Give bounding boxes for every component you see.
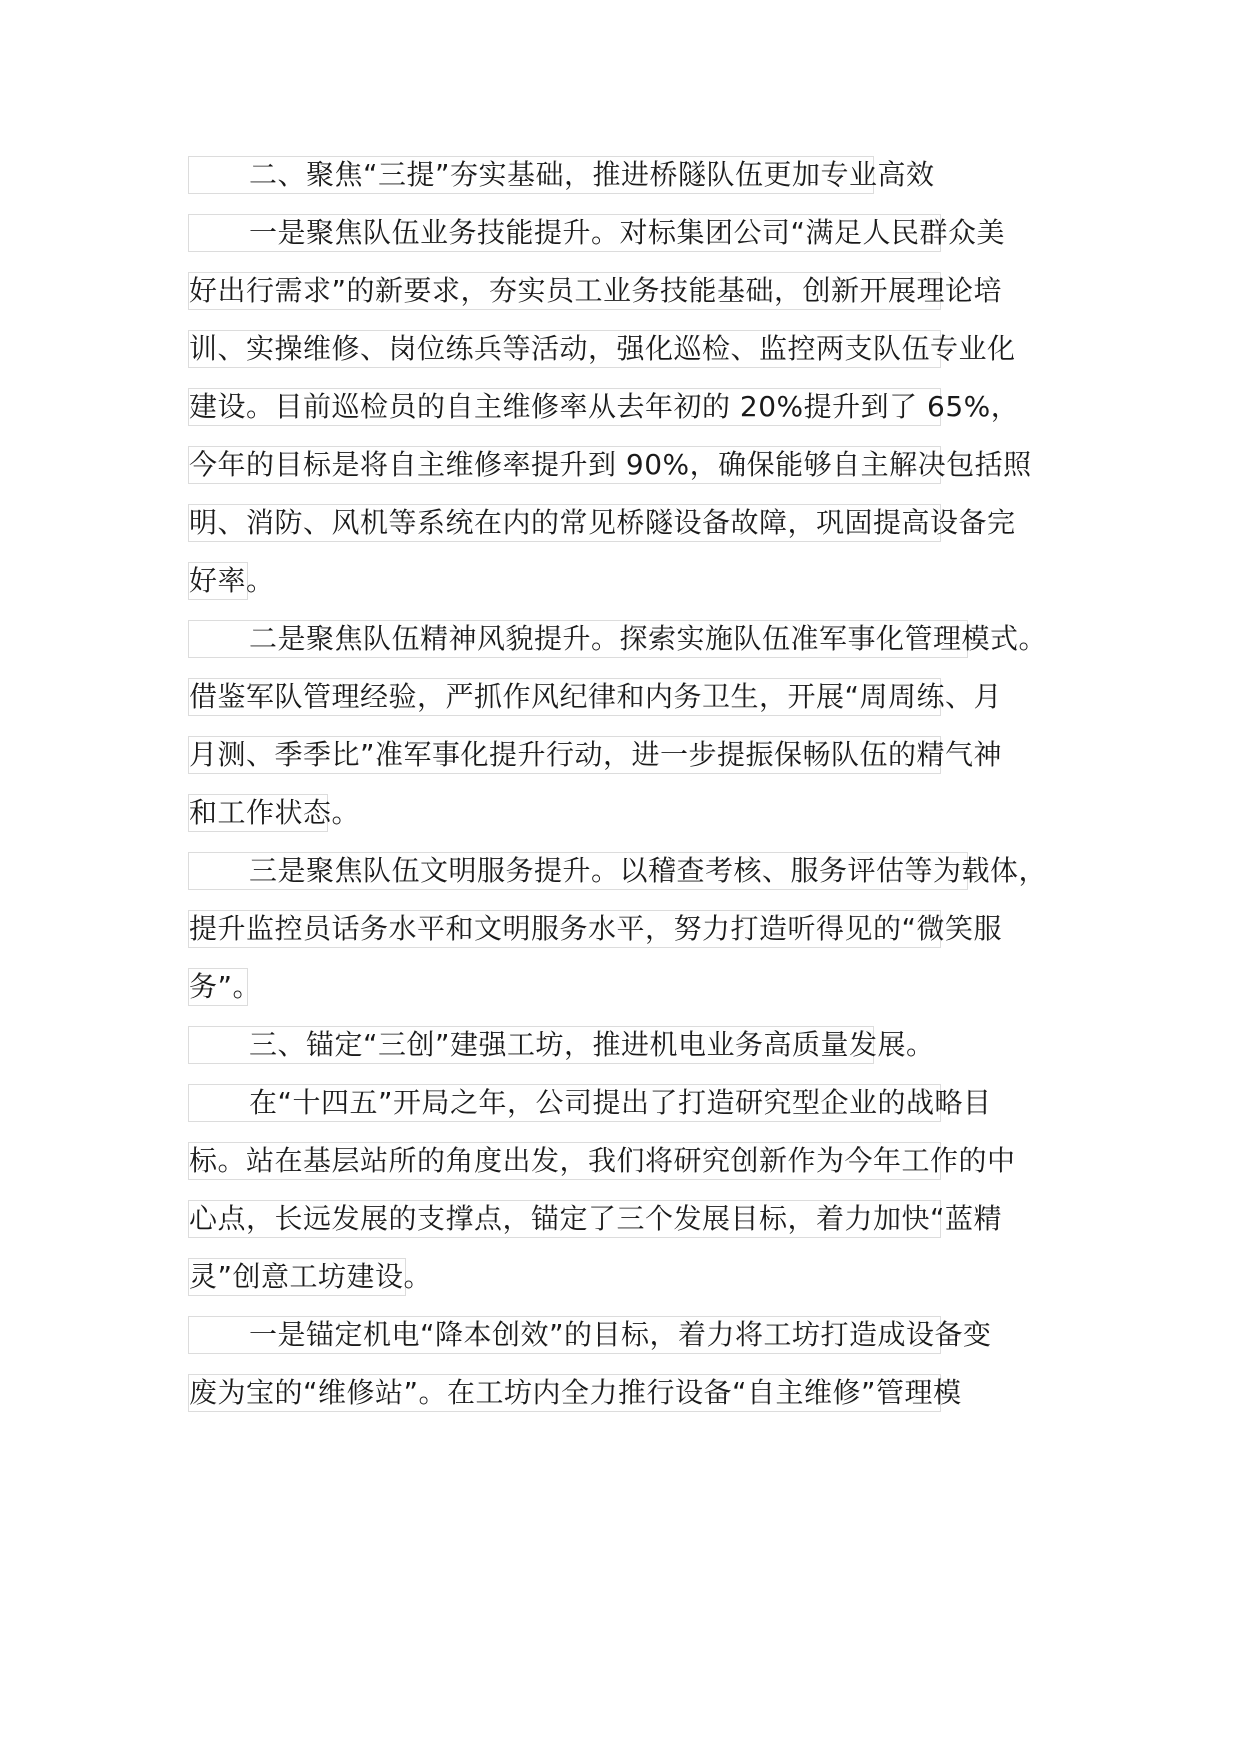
paragraph-line: 好率。: [188, 562, 248, 600]
paragraph-line: 废为宝的“维修站”。在工坊内全力推行设备“自主维修”管理模: [188, 1374, 941, 1412]
paragraph-line: 月测、季季比”准军事化提升行动，进一步提振保畅队伍的精气神: [188, 736, 941, 774]
paragraph-line: 训、实操维修、岗位练兵等活动，强化巡检、监控两支队伍专业化: [188, 330, 941, 368]
paragraph-line: 务”。: [188, 968, 248, 1006]
paragraph-line: 今年的目标是将自主维修率提升到 90%，确保能够自主解决包括照: [188, 446, 941, 484]
paragraph-line: 和工作状态。: [188, 794, 328, 832]
paragraph-line: 一是聚焦队伍业务技能提升。对标集团公司“满足人民群众美: [188, 214, 941, 252]
paragraph-line: 明、消防、风机等系统在内的常见桥隧设备故障，巩固提高设备完: [188, 504, 941, 542]
paragraph-line: 提升监控员话务水平和文明服务水平，努力打造听得见的“微笑服: [188, 910, 941, 948]
paragraph-line: 二是聚焦队伍精神风貌提升。探索实施队伍准军事化管理模式。: [188, 620, 968, 658]
paragraph-line: 标。站在基层站所的角度出发，我们将研究创新作为今年工作的中: [188, 1142, 941, 1180]
paragraph-line: 在“十四五”开局之年，公司提出了打造研究型企业的战略目: [188, 1084, 941, 1122]
paragraph-line: 借鉴军队管理经验，严抓作风纪律和内务卫生，开展“周周练、月: [188, 678, 941, 716]
paragraph-line: 三是聚焦队伍文明服务提升。以稽查考核、服务评估等为载体，: [188, 852, 968, 890]
paragraph-line: 心点，长远发展的支撑点，锚定了三个发展目标，着力加快“蓝精: [188, 1200, 941, 1238]
paragraph-line: 建设。目前巡检员的自主维修率从去年初的 20%提升到了 65%，: [188, 388, 941, 426]
paragraph-line: 一是锚定机电“降本创效”的目标，着力将工坊打造成设备变: [188, 1316, 941, 1354]
paragraph-line: 灵”创意工坊建设。: [188, 1258, 406, 1296]
paragraph-line: 好出行需求”的新要求，夯实员工业务技能基础，创新开展理论培: [188, 272, 941, 310]
section-heading-2: 二、聚焦“三提”夯实基础，推进桥隧队伍更加专业高效: [188, 156, 874, 194]
section-heading-3: 三、锚定“三创”建强工坊，推进机电业务高质量发展。: [188, 1026, 874, 1064]
